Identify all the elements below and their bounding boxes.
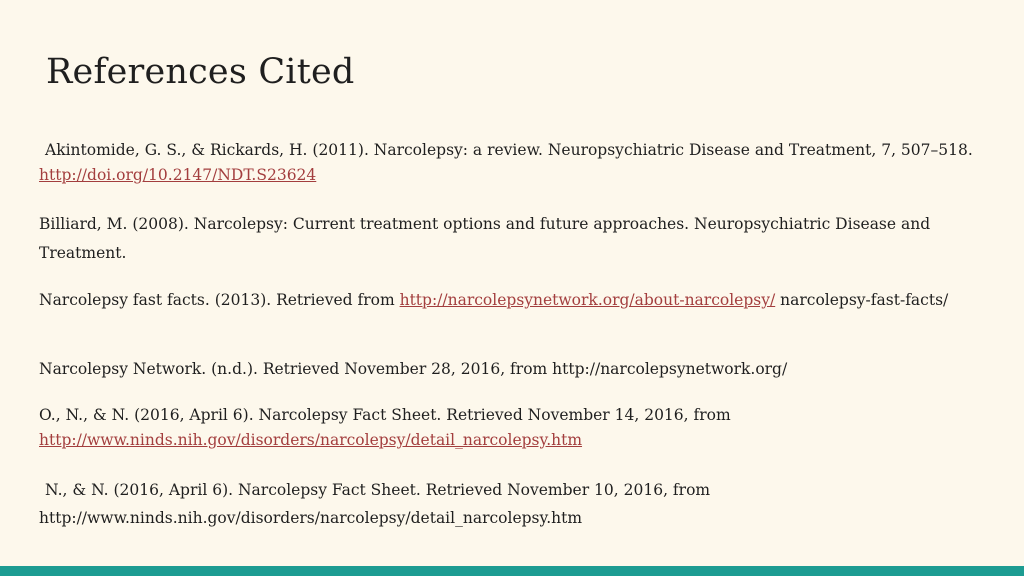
reference-item bbox=[39, 403, 979, 453]
bottom-accent-bar bbox=[0, 566, 1024, 576]
reference-text: O., N., & N. (2016, April 6). Narcolepsy Fact Sheet. Retrieved November 14, 2016, from bbox=[39, 406, 731, 424]
reference-link[interactable]: http://www.ninds.nih.gov/disorders/narcolepsy/detail_narcolepsy.htm bbox=[39, 431, 583, 449]
reference-text: Narcolepsy fast facts. (2013). Retrieved from bbox=[39, 291, 400, 309]
reference-text: Billiard, M. (2008). Narcolepsy: Current treatment options and future approaches. Neuropsychiatric Disease and Treatment. bbox=[39, 215, 931, 262]
reference-text: Akintomide, G. S., & Rickards, H. (2011). Narcolepsy: a review. Neuropsychiatric Disease and Treatment, 7, 507–518. bbox=[45, 141, 973, 159]
reference-item bbox=[39, 357, 979, 382]
reference-url-text: http://www.ninds.nih.gov/disorders/narcolepsy/detail_narcolepsy.htm bbox=[39, 509, 583, 527]
reference-item bbox=[39, 138, 979, 188]
reference-item bbox=[39, 210, 979, 268]
reference-text: narcolepsy-fast-facts/ bbox=[775, 291, 949, 309]
reference-text: Narcolepsy Network. (n.d.). Retrieved November 28, 2016, from http://narcolepsynetwork.org/ bbox=[39, 360, 788, 378]
reference-link[interactable]: http://narcolepsynetwork.org/about-narcolepsy/ bbox=[399, 291, 776, 309]
reference-link[interactable]: http://doi.org/10.2147/NDT.S23624 bbox=[39, 166, 317, 184]
reference-text: N., & N. (2016, April 6). Narcolepsy Fact Sheet. Retrieved November 10, 2016, from bbox=[45, 481, 711, 499]
slide-title: References Cited bbox=[46, 52, 355, 92]
reference-item bbox=[39, 476, 979, 532]
reference-item bbox=[39, 288, 979, 313]
